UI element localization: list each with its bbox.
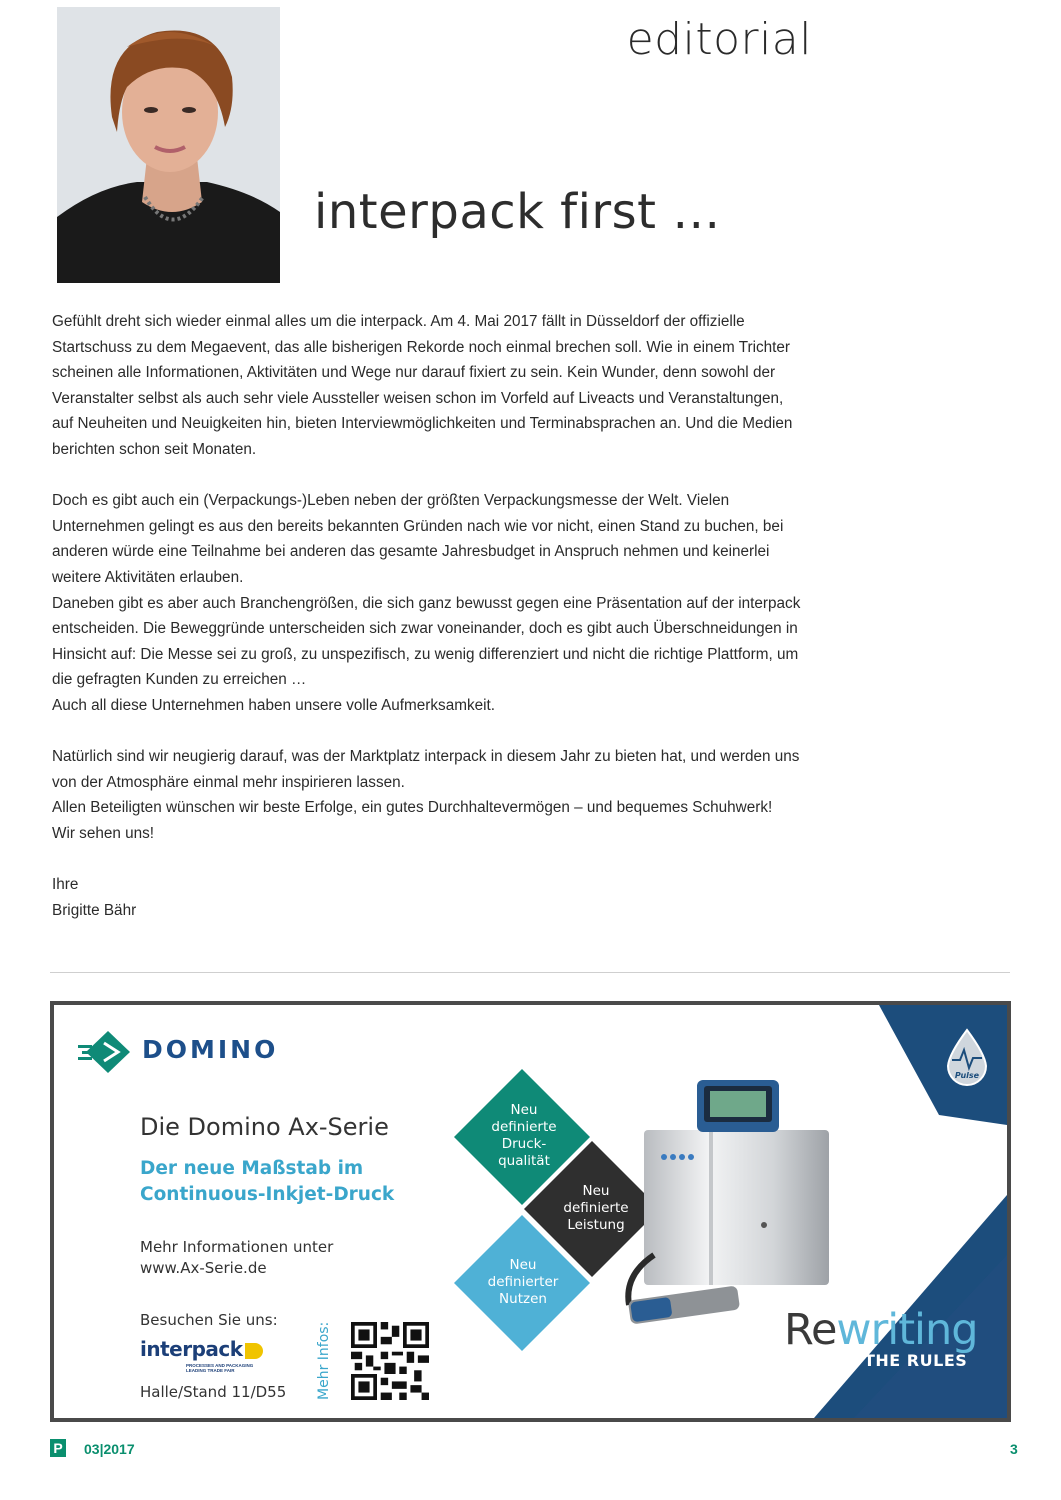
pulse-logo-icon xyxy=(940,1028,994,1088)
article-body xyxy=(52,309,807,923)
ad-visit-text: Besuchen Sie uns: xyxy=(140,1311,278,1329)
author-name: Brigitte Bähr xyxy=(52,901,137,919)
closing: Ihre xyxy=(52,876,79,894)
interpack-logo xyxy=(140,1337,263,1361)
issue-number: 03|2017 xyxy=(84,1441,135,1457)
diamond-1-line-3: Druck- xyxy=(501,1136,547,1152)
page-title: interpack first … xyxy=(314,184,721,240)
slogan-re: Re xyxy=(784,1305,837,1355)
paragraph-4: Auch all diese Unternehmen haben unsere volle Aufmerksamkeit. xyxy=(52,696,496,714)
diamond-3-text xyxy=(478,1257,568,1308)
ad-tagline xyxy=(140,1156,440,1208)
advertisement[interactable] xyxy=(50,1001,1011,1422)
diamond-3-line-1: Neu xyxy=(509,1257,537,1273)
diamond-3-line-2: definierter xyxy=(487,1274,559,1290)
section-label: editorial xyxy=(626,14,812,65)
author-portrait-image xyxy=(57,7,280,283)
diamond-1-line-4: qualität xyxy=(498,1153,550,1169)
ad-info xyxy=(140,1237,333,1279)
slogan-writing: writing xyxy=(836,1305,978,1355)
paragraph-2: Doch es gibt auch ein (Verpackungs-)Leben neben der größten Verpackungsmesse der Welt. Vielen Unternehmen gelingt es aus den bereits bekannten Gründen nach wie vor nicht, einen Stand zu buchen, bei anderen würde eine Teilnahme bei anderen das gesamte Jahresbudget in Anspruch nehmen und keinerlei weitere Aktivitäten erlauben. xyxy=(52,492,784,586)
diamond-2-line-1: Neu xyxy=(582,1183,610,1199)
diamond-3-line-3: Nutzen xyxy=(499,1291,547,1307)
brand-name: DOMINO xyxy=(142,1035,279,1064)
paragraph-7: Wir sehen uns! xyxy=(52,824,155,842)
qr-code-icon[interactable] xyxy=(351,1322,429,1400)
author-photo xyxy=(57,7,280,283)
paragraph-1: Gefühlt dreht sich wieder einmal alles um die interpack. Am 4. Mai 2017 fällt in Düsseldorf der offizielle Startschuss zu dem Megaevent, das alle bisherigen Rekorde noch einmal brechen soll. Wie in einem Trichter scheinen alle Informationen, Aktivitäten und Wege nur darauf fixiert zu sein. Kein Wunder, denn sowohl der Veranstalter selbst als auch sehr viele Aussteller weisen schon im Vorfeld auf Liveacts und Veranstaltungen, auf Neuheiten und Neuigkeiten hin, bieten Interviewmöglichkeiten und Terminabsprachen an. Und die Medien berichten schon seit Monaten. xyxy=(52,313,793,458)
diamond-2-line-2: definierte xyxy=(563,1200,629,1216)
diamond-1-line-1: Neu xyxy=(510,1102,538,1118)
slogan-rules: THE RULES xyxy=(864,1351,968,1370)
diamond-2-line-3: Leistung xyxy=(567,1217,625,1233)
interpack-logo-mark-icon xyxy=(245,1343,263,1359)
pulse-logo-text: Pulse xyxy=(954,1071,980,1080)
divider xyxy=(50,972,1010,973)
ad-info-link[interactable]: www.Ax-Serie.de xyxy=(140,1259,267,1277)
ad-hall-stand: Halle/Stand 11/D55 xyxy=(140,1383,287,1401)
ad-slogan xyxy=(784,1305,978,1355)
ad-info-text: Mehr Informationen unter xyxy=(140,1238,334,1256)
paragraph-3: Daneben gibt es aber auch Branchengrößen, die sich ganz bewusst gegen eine Präsentation auf der interpack entscheiden. Die Beweggründe unterscheiden sich zwar voneinander, doch es gibt auch Überschneidungen in Hinsicht auf: Die Messe sei zu groß, zu unspezifisch, zu wenig differenziert und nicht die richtige Plattform, um die gefragten Kunden zu erreichen … xyxy=(52,594,801,689)
diamond-1-text xyxy=(479,1102,569,1170)
magazine-badge-icon: P xyxy=(50,1439,66,1457)
ad-tagline-line-2: Continuous-Inkjet-Druck xyxy=(140,1184,395,1205)
interpack-logo-subtitle: PROCESSES AND PACKAGING LEADING TRADE FAIR xyxy=(186,1363,254,1373)
diamond-1-line-2: definierte xyxy=(491,1119,557,1135)
paragraph-6: Allen Beteiligten wünschen wir beste Erfolge, ein gutes Durchhaltevermögen – und bequemes Schuhwerk! xyxy=(52,799,773,817)
page-number: 3 xyxy=(1010,1441,1018,1457)
paragraph-5: Natürlich sind wir neugierig darauf, was der Marktplatz interpack in diesem Jahr zu bieten hat, und werden uns von der Atmosphäre einmal mehr inspirieren lassen. xyxy=(52,748,800,791)
ad-more-infos-label: Mehr Infos: xyxy=(316,1321,332,1400)
interpack-logo-text: interpack xyxy=(140,1337,243,1361)
ad-series-title: Die Domino Ax-Serie xyxy=(140,1113,389,1141)
ad-tagline-line-1: Der neue Maßstab im xyxy=(140,1158,364,1179)
